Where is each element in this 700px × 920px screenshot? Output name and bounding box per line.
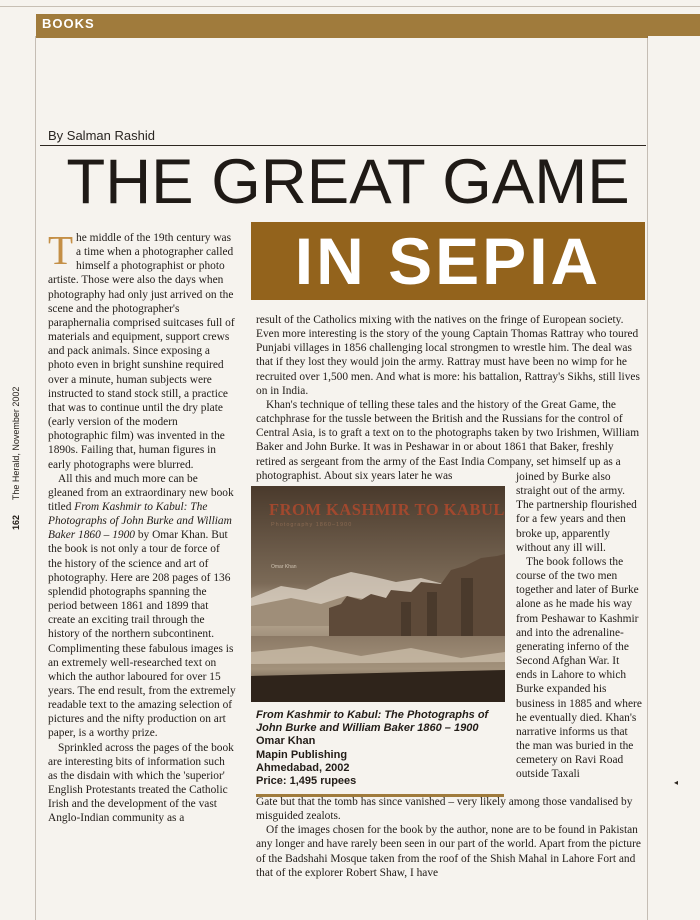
cover-title: FROM KASHMIR TO KABUL <box>269 500 505 519</box>
caption-price: Price: 1,495 rupees <box>256 775 357 788</box>
page-number: 162 <box>11 514 21 530</box>
article-column-bottom <box>256 795 642 880</box>
paragraph: All this and much more can be gleaned from an extraordinary new book titled From Kashmir to Kabul: The Photographs of John Burke and William Baker 1860 – 1900 by Omar Khan. But the book is not only a tour de force of the history of the science and art of photography. Here are 208 pages of 136 splendid photographs spanning the period between 1861 and 1899 that create an exciting trail through the history of the northern subcontinent. Complimenting these fabulous images is an extremely well-researched text on which the author laboured for over 15 years. The end result, from the extremely readable text to the amazing selection of pictures and the nifty production on art paper, is a worthy prize. <box>48 472 236 740</box>
page-folio <box>2 370 20 530</box>
byline: By Salman Rashid <box>48 128 155 143</box>
caption-place-year: Ahmedabad, 2002 <box>256 761 350 774</box>
headline-sepia-box <box>251 222 645 300</box>
article-column-left <box>48 227 236 826</box>
photo-caption <box>256 709 506 788</box>
paragraph: The middle of the 19th century was a time when a photographer called himself a photographist or photo artiste. Those were also the days when photography had only just arrived on the scene and the photographer's paraphernalia comprised suitcases full of materials and equipment, support crews and pack animals. Since exposing a photo even in bright sunshine required over a minute, human subjects were instructed to stand stock still, a practice that was to continue until the dry plate (early version of the modern photographic film) was invented in the 1890s. Failing that, human figures in early photographs were blurred. <box>48 227 235 471</box>
caption-title: From Kashmir to Kabul: The Photographs of John Burke and William Baker 1860 – 1900 <box>256 709 489 735</box>
frame-line-left <box>35 36 36 920</box>
paragraph: result of the Catholics mixing with the natives on the fringe of European society. Even more interesting is the story of the young Captain Thomas Rattray who toured Punjabi villages in 1856 challenging local strongmen to wrestle him. The deal was that if they lost they would join the army. Rattray must have been no wimp for he recruited over 1,500 men. And what is more: his battalion, Rattray's Sikhs, still lives on in India. <box>256 314 640 397</box>
paragraph: Khan's technique of telling these tales and the history of the Great Game, the catchphrase for the tussle between the British and the Russians for the control of Central Asia, is to graft a text on to the photographs taken by two Irishmen, William Baker and John Burke. It was in Peshawar in or about 1861 that Baker, freshly retired as sergeant from the army of the East India Company, set himself up as a photographist. About six years later he was <box>256 398 640 482</box>
section-bar <box>36 14 700 36</box>
headline: THE GREAT GAME <box>66 147 630 217</box>
book-cover-photo <box>251 486 505 702</box>
top-rule <box>0 6 700 7</box>
publication-name: The Herald, November 2002 <box>11 386 21 501</box>
paragraph: Of the images chosen for the book by the author, none are to be found in Pakistan any longer and have rarely been seen in our part of the world. Apart from the picture of the Badshahi Mosque taken from the roof of the Shish Mahal in Lahore Fort and that of the explorer Robert Shaw, I have <box>256 824 641 879</box>
section-rule <box>36 36 648 38</box>
article-column-right <box>256 313 642 483</box>
section-label: BOOKS <box>42 16 95 31</box>
paragraph: Sprinkled across the pages of the book are interesting bits of information such as the disdain with which the 'superior' English Protestants treated the Catholic Irish and the development of the vast Anglo-Indian community as a <box>48 741 234 825</box>
paragraph: joined by Burke also straight out of the army. The partnership flourished for a few years and then broke up, apparently without any ill will. <box>516 471 637 554</box>
cover-subtitle: Photography 1860–1900 <box>271 522 353 528</box>
paragraph: The book follows the course of the two men together and later of Burke alone as he made his way from Peshawar to Kashmir and into the adrenaline-generating inferno of the Second Afghan War. It ends in Lahore to which Burke expanded his business in 1885 and where he eventually died. Khan's narrative informs us that the man was buried in the cemetery on Ravi Road outside Taxali <box>516 555 642 781</box>
article-column-narrow <box>516 470 642 781</box>
drop-cap: T <box>48 227 74 273</box>
paragraph: Gate but that the tomb has since vanished – very likely among those vandalised by misguided zealots. <box>256 796 633 823</box>
caption-publisher: Mapin Publishing <box>256 748 348 761</box>
caption-author: Omar Khan <box>256 735 316 748</box>
cover-author: Omar Khan <box>271 564 297 570</box>
headline-sepia-text: IN SEPIA <box>294 224 602 298</box>
book-title: From Kashmir to Kabul: The Photographs of John Burke and William Baker 1860 – 1900 <box>48 500 232 542</box>
margin-mark: ◂ <box>674 778 679 787</box>
